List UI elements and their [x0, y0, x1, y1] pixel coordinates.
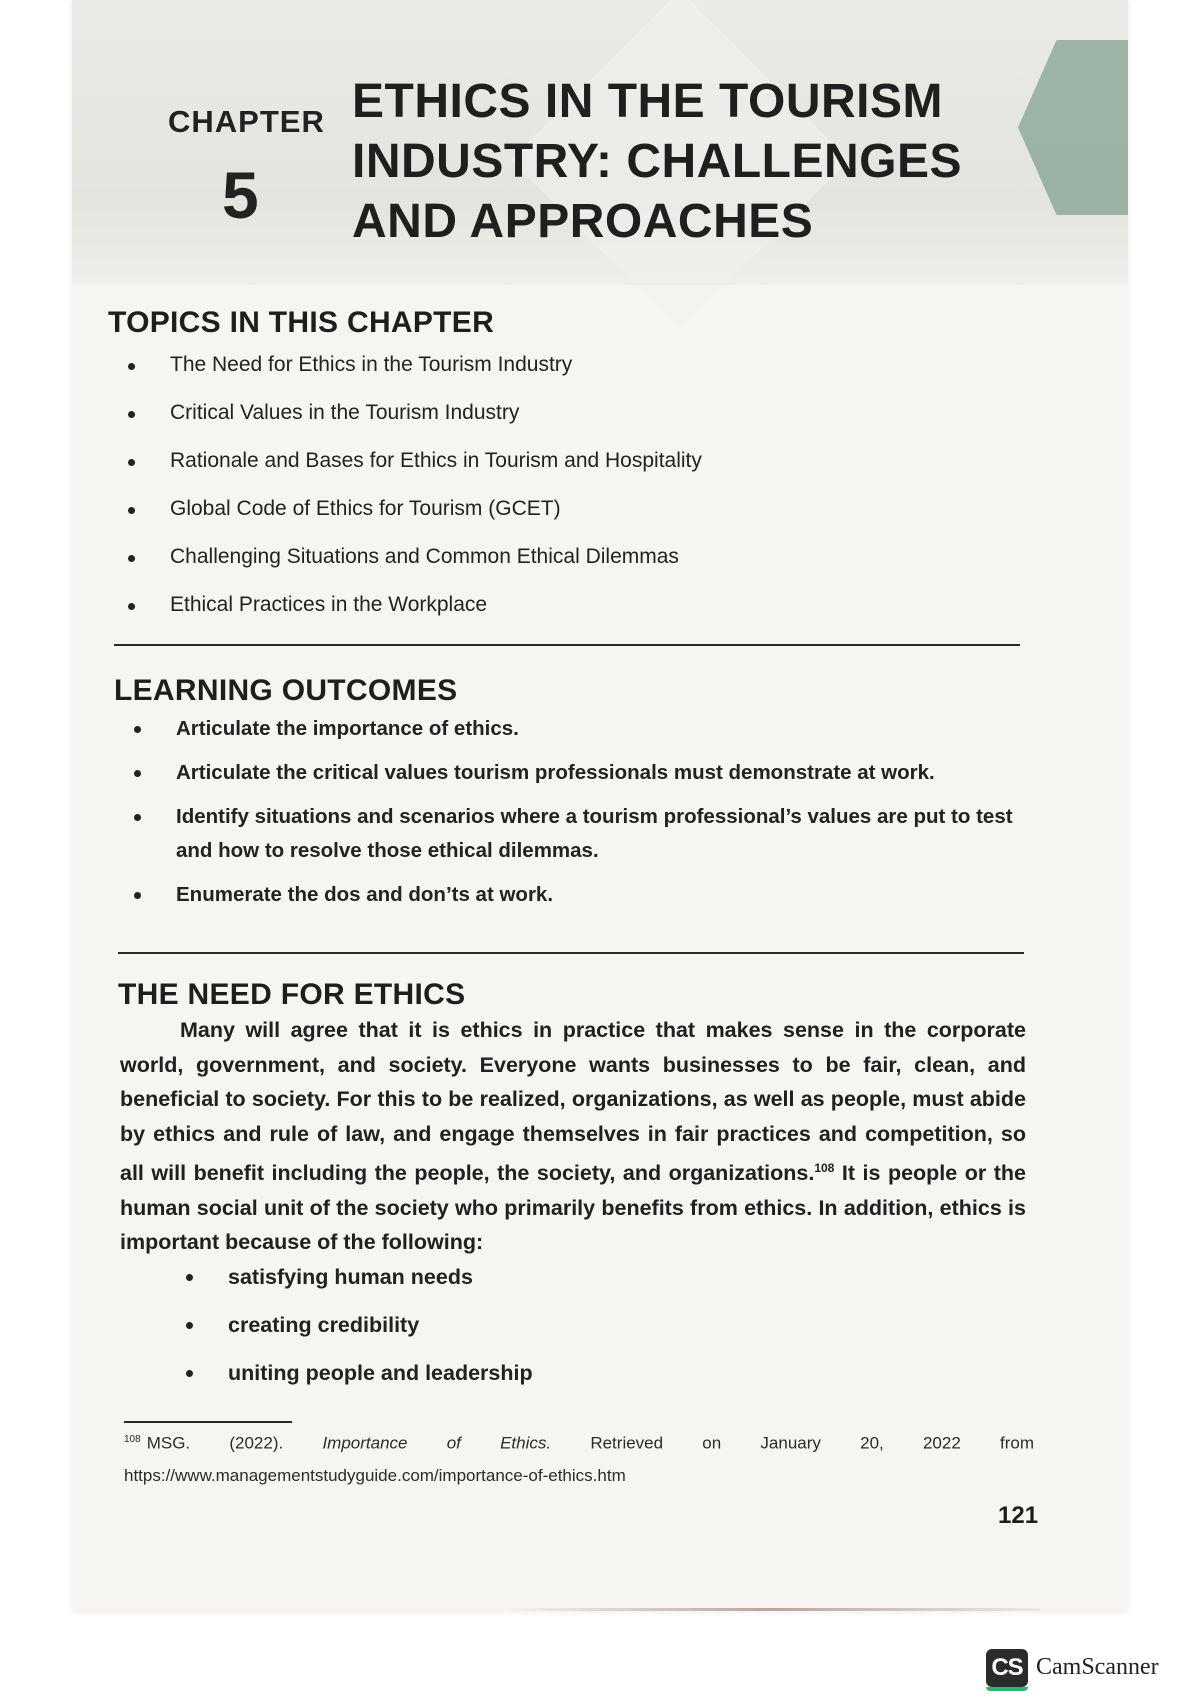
list-item: Global Code of Ethics for Tourism (GCET): [126, 496, 946, 544]
chapter-label: CHAPTER: [168, 104, 325, 139]
section-divider: [114, 644, 1020, 646]
need-for-ethics-heading: THE NEED FOR ETHICS: [118, 978, 466, 1011]
list-item: Enumerate the dos and don’ts at work.: [132, 878, 1030, 912]
topics-heading: TOPICS IN THIS CHAPTER: [108, 306, 495, 339]
list-item: Challenging Situations and Common Ethical Dilemmas: [126, 544, 946, 592]
footnote-title: Importance of Ethics.: [322, 1433, 552, 1453]
scan-smudge: [500, 1608, 1040, 1611]
topics-list: [126, 352, 946, 640]
camscanner-watermark-text: CamScanner: [1036, 1654, 1159, 1680]
footnote-reference: 108: [814, 1161, 835, 1175]
section-divider: [118, 952, 1024, 954]
list-item: Identify situations and scenarios where a tourism professional’s values are put to test and how to resolve those ethical dilemmas.: [132, 800, 1030, 868]
list-item: Ethical Practices in the Workplace: [126, 592, 946, 640]
list-item: Critical Values in the Tourism Industry: [126, 400, 946, 448]
list-item: Articulate the critical values tourism professionals must demonstrate at work.: [132, 756, 1030, 790]
footnote-divider: [124, 1421, 292, 1423]
camscanner-logo-icon: CS: [986, 1649, 1028, 1687]
footnote: [124, 1424, 1034, 1492]
body-paragraph: [120, 1013, 1026, 1260]
list-item: satisfying human needs: [184, 1262, 784, 1310]
paragraph-text: Many will agree that it is ethics in practice that makes sense in the corporate world, government, and society. Everyone wants businesses to be fair, clean, and beneficial to society. For this to be realized, organizations, as well as people, must abide by ethics and rule of law, and engage themselves in fair practices and competition, so all will benefit including the people, the society, and organizations.: [120, 1018, 1026, 1186]
list-item: The Need for Ethics in the Tourism Industry: [126, 352, 946, 400]
footnote-number: 108: [124, 1434, 141, 1445]
list-item: creating credibility: [184, 1310, 784, 1358]
list-item: Articulate the importance of ethics.: [132, 712, 1030, 746]
paragraph-text: It is people or the human social unit of the society who primarily benefits from ethics. In addition, ethics is important because of the following:: [120, 1161, 1027, 1255]
chapter-number: 5: [222, 158, 259, 232]
footnote-author: MSG. (2022).: [146, 1433, 284, 1453]
page-number: 121: [998, 1502, 1039, 1529]
chapter-title: ETHICS IN THE TOURISM INDUSTRY: CHALLENGES AND APPROACHES: [352, 75, 962, 248]
outcomes-list: [132, 712, 1030, 922]
footnote-retrieved: Retrieved on January 20, 2022 from https://www.managementstudyguide.com/importance-of-ethics.htm: [124, 1433, 1034, 1485]
ethics-benefits-list: [184, 1262, 784, 1406]
list-item: uniting people and leadership: [184, 1358, 784, 1406]
outcomes-heading: LEARNING OUTCOMES: [114, 674, 458, 707]
list-item: Rationale and Bases for Ethics in Tourism and Hospitality: [126, 448, 946, 496]
